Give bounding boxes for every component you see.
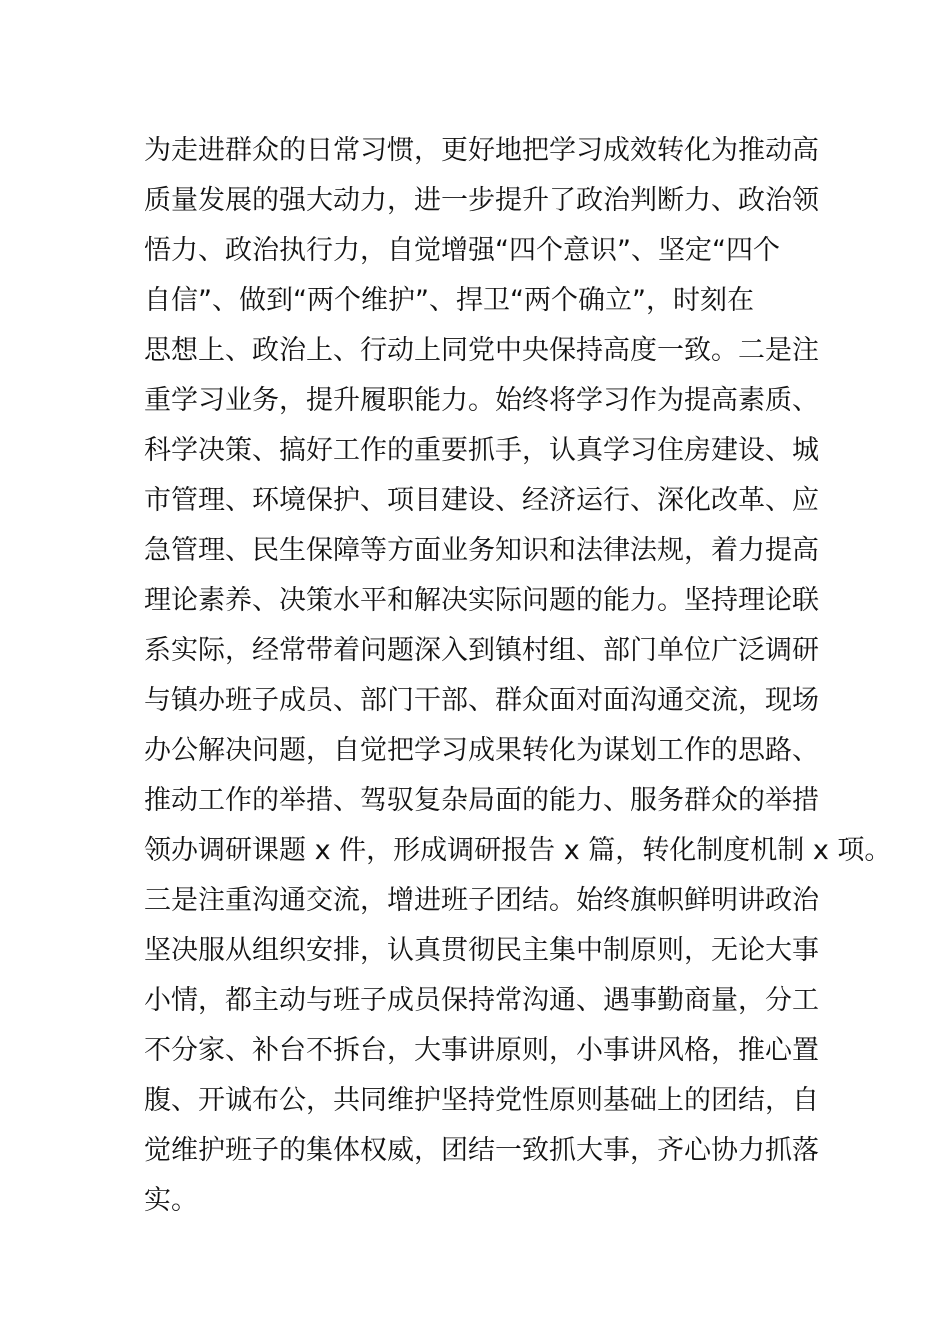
body-text (144, 126, 892, 1226)
text-line: 实。 (144, 1185, 198, 1216)
text-line: 理论素养、决策水平和解决实际问题的能力。坚持理论联 (144, 585, 819, 616)
text-line: 办公解决问题，自觉把学习成果转化为谋划工作的思路、 (144, 735, 819, 766)
text-line: 小情，都主动与班子成员保持常沟通、遇事勤商量，分工 (144, 985, 819, 1016)
text-line: 系实际，经常带着问题深入到镇村组、部门单位广泛调研 (144, 635, 819, 666)
text-line: 悟力、政治执行力，自觉增强“四个意识”、坚定“四个 (144, 235, 780, 266)
text-line: 急管理、民生保障等方面业务知识和法律法规，着力提高 (144, 535, 819, 566)
text-line: 觉维护班子的集体权威，团结一致抓大事，齐心协力抓落 (144, 1135, 819, 1166)
text-line: 领办调研课题 x 件，形成调研报告 x 篇，转化制度机制 x 项。 (144, 835, 892, 866)
text-line: 坚决服从组织安排，认真贯彻民主集中制原则，无论大事 (144, 935, 819, 966)
text-line: 腹、开诚布公，共同维护坚持党性原则基础上的团结，自 (144, 1085, 819, 1116)
text-line: 为走进群众的日常习惯，更好地把学习成效转化为推动高 (144, 135, 819, 166)
text-line: 推动工作的举措、驾驭复杂局面的能力、服务群众的举措 (144, 785, 819, 816)
text-line: 与镇办班子成员、部门干部、群众面对面沟通交流，现场 (144, 685, 819, 716)
text-line: 质量发展的强大动力，进一步提升了政治判断力、政治领 (144, 185, 819, 216)
text-line: 市管理、环境保护、项目建设、经济运行、深化改革、应 (144, 485, 819, 516)
text-line: 科学决策、搞好工作的重要抓手，认真学习住房建设、城 (144, 435, 819, 466)
text-line: 自信”、做到“两个维护”、捍卫“两个确立”，时刻在 (144, 285, 754, 316)
text-line: 重学习业务，提升履职能力。始终将学习作为提高素质、 (144, 385, 819, 416)
text-line: 思想上、政治上、行动上同党中央保持高度一致。二是注 (144, 335, 819, 366)
text-line: 不分家、补台不拆台，大事讲原则，小事讲风格，推心置 (144, 1035, 819, 1066)
text-line: 三是注重沟通交流，增进班子团结。始终旗帜鲜明讲政治 (144, 885, 819, 916)
